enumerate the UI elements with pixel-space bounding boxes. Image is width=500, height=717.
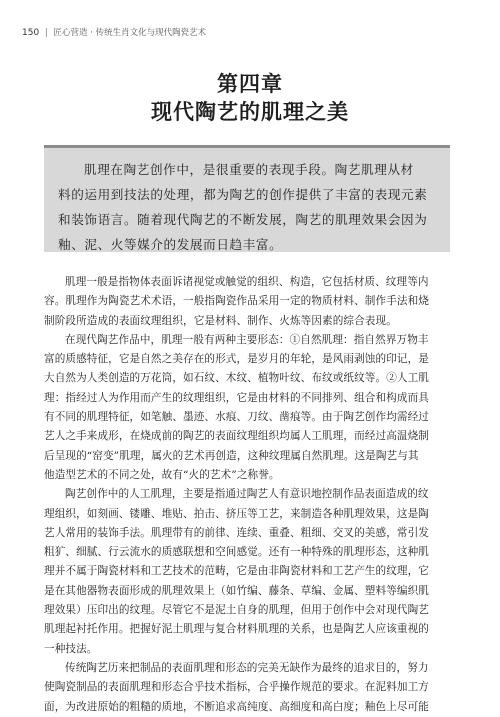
body-line: 使陶瓷制品的表面肌理和形态合乎技术指标，合乎操作规范的要求。在泥料加工方 [44, 681, 429, 694]
body-line: 是在其他器物表面形成的肌理效果上（如竹编、藤条、草编、金属、塑料等编织肌 [44, 584, 429, 597]
body-line: 制阶段所造成的表面纹理组织，它是材料、制作、火炼等因素的综合表现。 [44, 314, 397, 327]
body-line: 面，为改进原始的粗糙的质地，不断追求高纯度、高细度和高白度；釉色上尽可能 [44, 700, 429, 713]
body-line: 传统陶艺历来把制品的表面肌理和形态的完美无缺作为最终的追求目的，努力 [65, 661, 429, 674]
body-text [44, 273, 454, 717]
header-separator: | [44, 28, 48, 38]
abstract-line: 料的运用到技法的处理，都为陶艺的创作提供了丰富的表现元素 [58, 187, 428, 202]
body-line: 理并不属于陶瓷材料和工艺技术的范畴，它是由非陶瓷材料和工艺产生的纹理，它 [44, 565, 429, 578]
book-title: 匠心营造 · 传统生肖文化与现代陶瓷艺术 [53, 28, 207, 38]
body-line: 肌理一般是指物体表面诉诸视觉或触觉的组织、构造，它包括材质、纹理等内 [65, 276, 429, 288]
body-line: 大自然为人类创造的万花筒，如石纹、木纹、植物叶纹、布纹或纸纹等。②人工肌 [44, 372, 429, 385]
body-line: 理组织，如刻画、镂雕、堆贴、拍击、挤压等工艺，来制造各种肌理效果，这是陶 [44, 507, 429, 520]
chapter-abstract-box [44, 145, 450, 252]
chapter-title: 现代陶艺的肌理之美 [151, 100, 349, 124]
body-line: 理：指经过人为作用而产生的纹理组织，它是由材料的不同排列、组合和构成而具 [44, 391, 429, 404]
body-line: 肌理起衬托作用。把握好泥土肌理与复合材料肌理的关系，也是陶艺人应该重视的 [44, 623, 429, 636]
page-number: 150 [22, 28, 40, 38]
body-line: 艺人之手来成形，在烧成前的陶艺的表面纹理组织均属人工肌理，而经过高温烧制 [44, 430, 429, 443]
body-line: 富的质感特征，它是自然之美存在的形式，是岁月的年轮，是风雨剥蚀的印记，是 [44, 353, 429, 366]
abstract-line: 和装饰语言。随着现代陶艺的不断发展，陶艺的肌理效果会因为 [58, 212, 428, 227]
abstract-line: 肌理在陶艺创作中，是很重要的表现手段。陶艺肌理从材 [84, 162, 414, 177]
abstract-line: 釉、泥、火等媒介的发展而日趋丰富。 [58, 237, 283, 252]
chapter-label: 第四章 [217, 72, 283, 96]
body-line: 在现代陶艺作品中，肌理一般有两种主要形态：①自然肌理：指自然界万物丰 [65, 333, 429, 346]
running-header [22, 26, 206, 38]
body-line: 他造型艺术的不同之处，故有“火的艺术”之称誉。 [44, 468, 280, 481]
body-line: 容。肌理作为陶瓷艺术术语，一般指陶瓷作品采用一定的物质材料、制作手法和烧 [44, 295, 429, 308]
body-line: 艺人常用的装饰手法。肌理带有的前律、连续、重叠、粗细、交叉的美感，常引发 [44, 526, 429, 539]
body-line: 后呈现的“窑变”肌理，属火的艺术再创造，这种纹理属自然肌理。这是陶艺与其 [44, 449, 419, 462]
body-line: 粗犷、细腻、行云流水的质感联想和空间感觉。还有一种特殊的肌理形态，这种肌 [44, 546, 429, 559]
body-line: 陶艺创作中的人工肌理，主要是指通过陶艺人有意识地控制作品表面造成的纹 [65, 488, 429, 501]
body-line: 理效果）压印出的纹理。尽管它不是泥土自身的肌理，但用于创作中会对现代陶艺 [44, 604, 429, 617]
body-line: 一种技法。 [44, 642, 98, 655]
body-line: 有不同的肌理特征，如笔触、墨迹、水痕、刀纹、凿痕等。由于陶艺创作均需经过 [44, 411, 429, 424]
